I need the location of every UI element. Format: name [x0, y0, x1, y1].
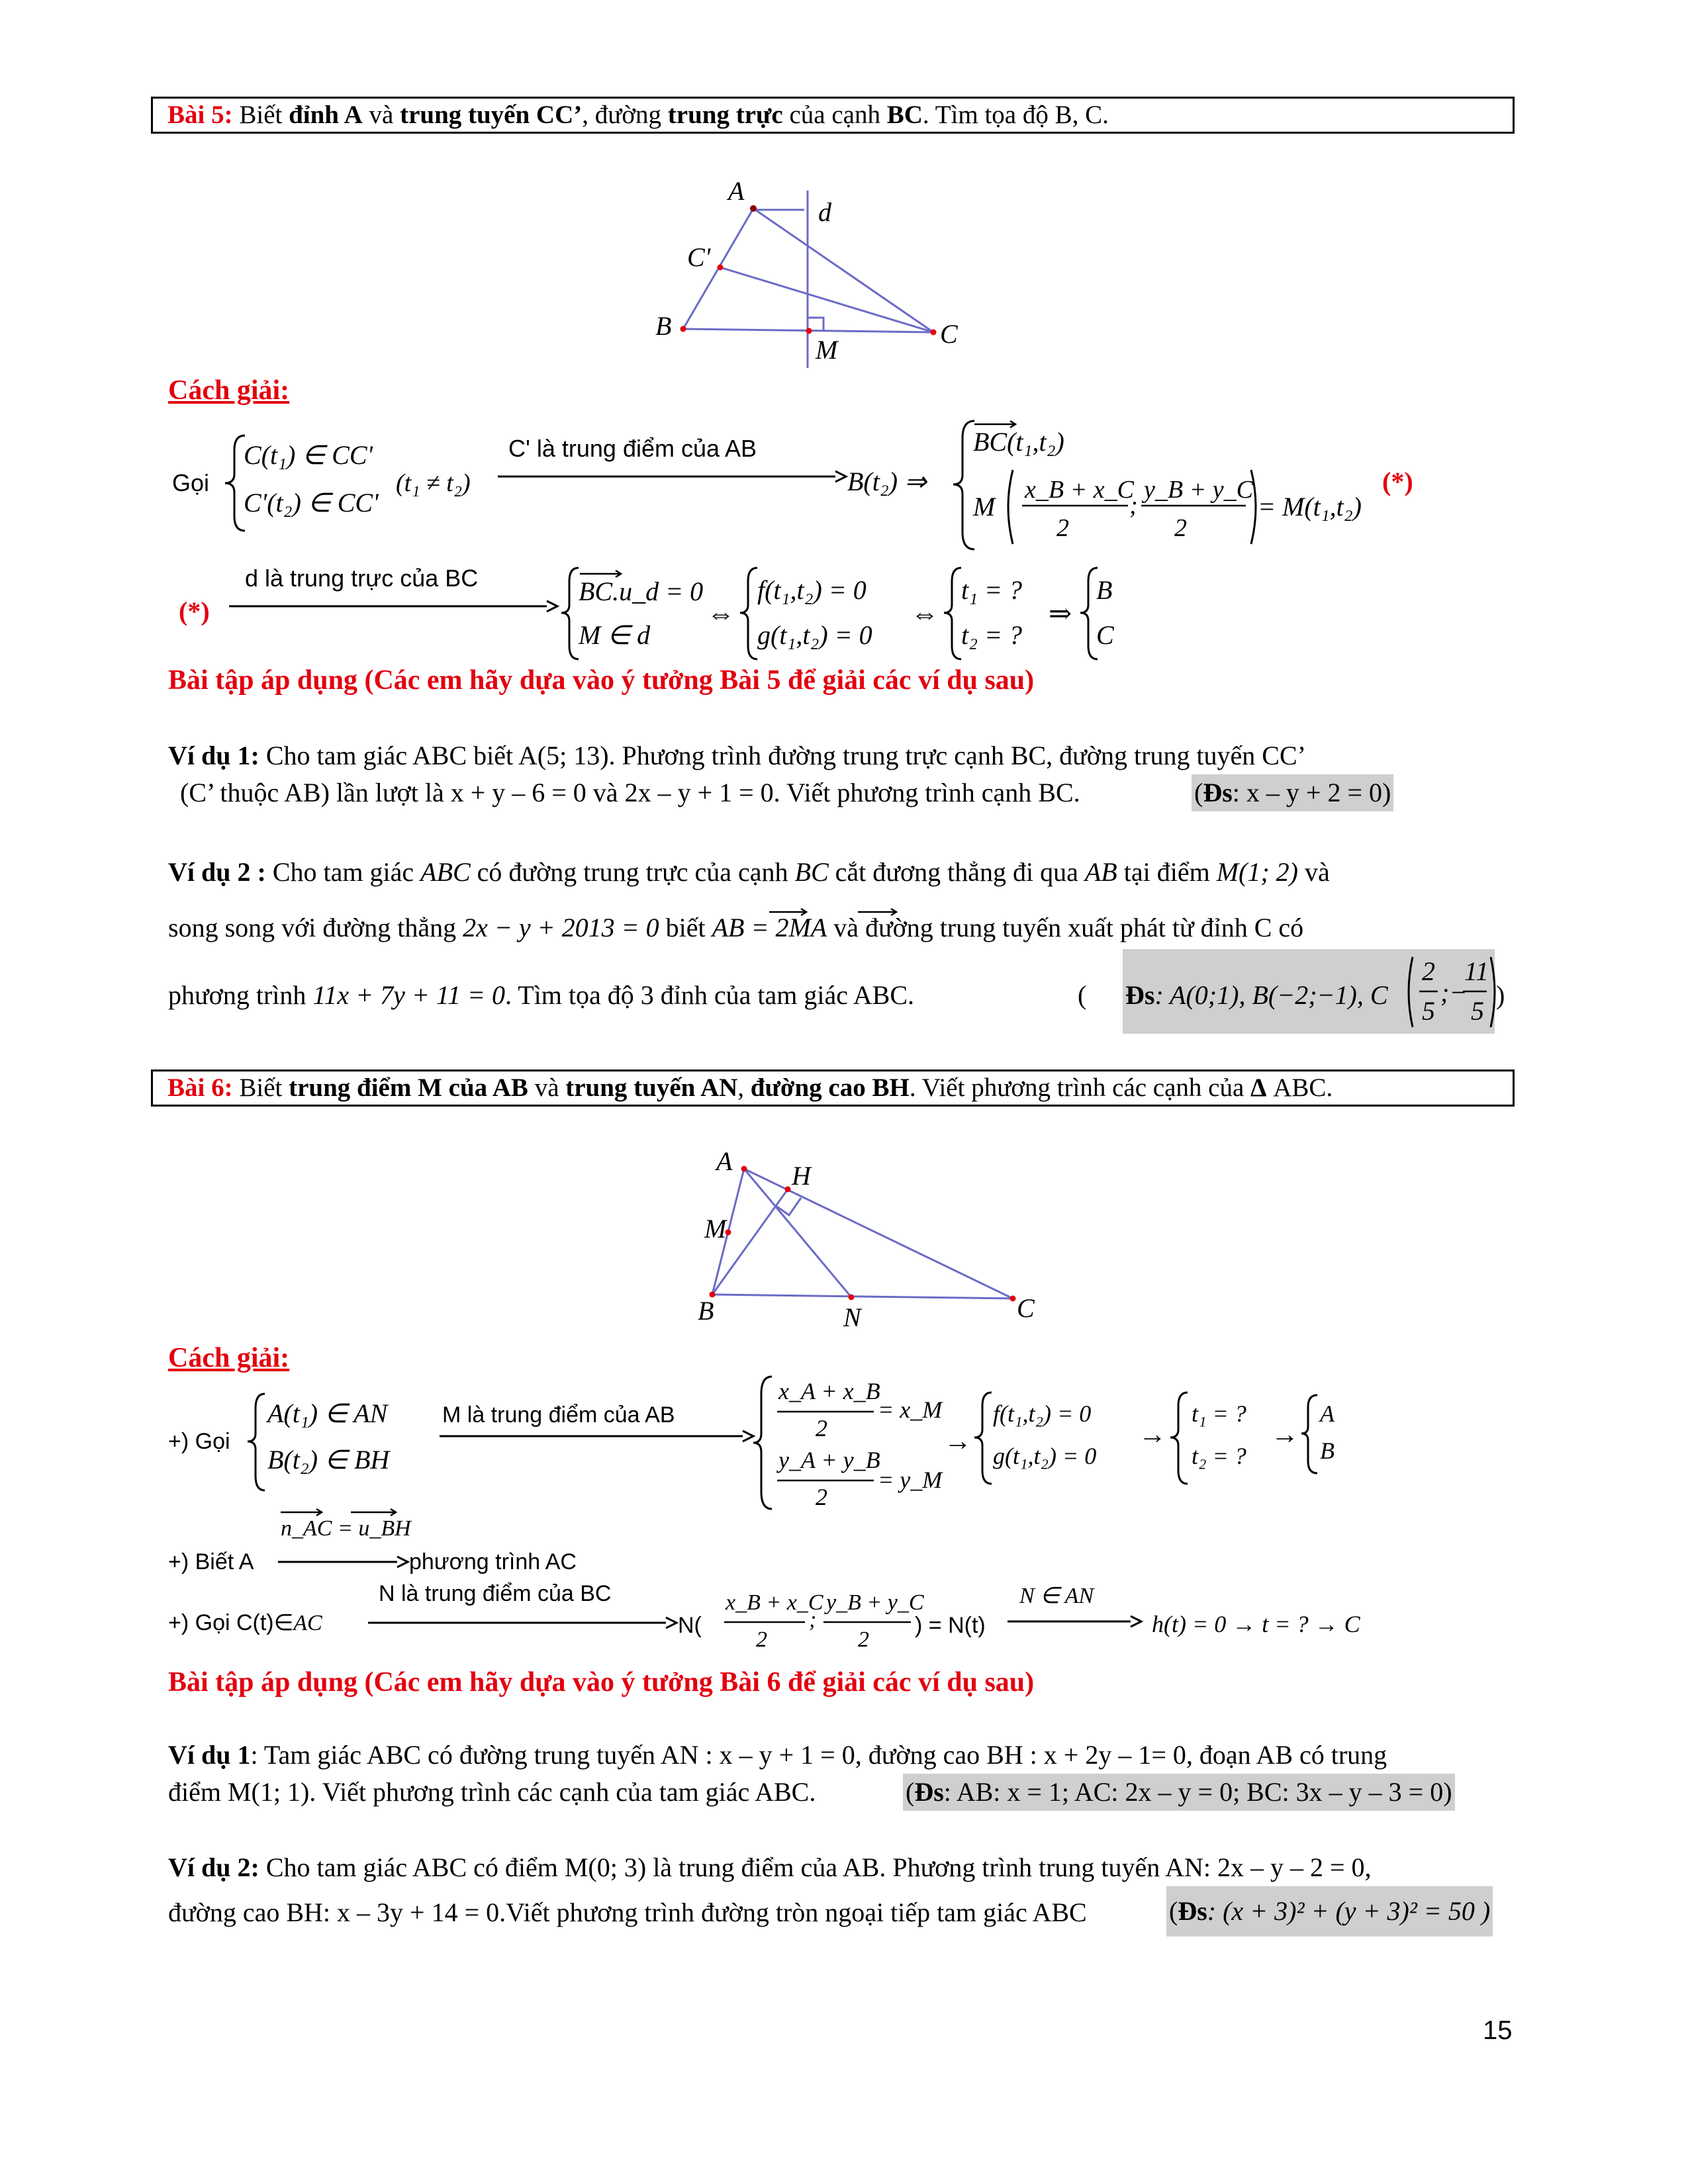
bai6-title-text: . Viết phương trình các cạnh của — [909, 1073, 1251, 1102]
bai5-c1-t2: C'(t₂) ∈ CC' — [244, 488, 379, 518]
bai5-title-lead: Bài 5: — [167, 101, 233, 129]
bai6-line3-end: h(t) = 0 → t = ? → C — [1152, 1611, 1360, 1637]
bai6-title-text: , — [737, 1073, 751, 1102]
bai6-sys-a: f(t₁,t₂) = 0 — [993, 1400, 1092, 1427]
fig6-point-c — [1010, 1296, 1016, 1302]
bai6-title-strong: trung điểm M của AB — [289, 1073, 528, 1102]
bai6-to-2: → — [1139, 1420, 1166, 1450]
fig6-point-a — [741, 1166, 747, 1172]
fig5-label-b: B — [655, 311, 672, 341]
bai5-res-b: B — [1096, 575, 1113, 605]
bai5-ex2-label: Ví dụ 2 : — [168, 857, 266, 887]
fig6-label-n: N — [843, 1302, 861, 1332]
bai6-line2-res: phương trình AC — [409, 1549, 577, 1574]
bai5-ex2-text: biết — [659, 913, 712, 942]
bai5-iff-2: ⇔ — [911, 599, 939, 629]
bai5-ex2-text: . Tìm tọa độ 3 đỉnh của tam giác ABC. — [504, 980, 915, 1010]
bai5-title-text: . Tìm tọa độ B, C. — [922, 101, 1109, 129]
bai5-iff-1: ⇔ — [707, 599, 735, 629]
bai5-ex2-text: phương trình — [168, 980, 313, 1010]
bai5-title-strong: trung trực — [667, 101, 783, 129]
bai5-title-text: của cạnh — [782, 101, 887, 129]
bai5-ex2-text: Cho tam giác — [265, 857, 421, 887]
bai6-line3-arrow2-label: N ∈ AN — [1019, 1584, 1094, 1608]
bai5-cond-a: BC.u_d = 0 — [579, 576, 704, 606]
fig5-label-a: A — [728, 176, 745, 206]
bai6-line3-frac2: y_B + y_C — [826, 1590, 924, 1615]
fig6-label-b: B — [698, 1296, 714, 1326]
bai6-line2-lead: +) Biết A — [168, 1549, 254, 1574]
bai5-cond-b: M ∈ d — [579, 620, 651, 650]
bai5-ex1-label: Ví dụ 1: — [168, 741, 259, 770]
bai6-line3-arrow-label: N là trung điểm của BC — [379, 1581, 612, 1606]
bai5-arrow2-label: d là trung trực của BC — [245, 565, 479, 592]
bai6-to-3: → — [1271, 1420, 1299, 1450]
bai6-b-t2: B(t₂) ∈ BH — [267, 1445, 390, 1475]
bai5-ex2-text: có đường trung trực của cạnh — [470, 857, 795, 887]
bai6-ex1-ans-open: ( — [906, 1777, 915, 1807]
bai6-frac-y-res: = y_M — [878, 1467, 943, 1493]
bai6-line3-ac: AC — [293, 1611, 322, 1635]
bai5-cond: (t₁ ≠ t₂) — [396, 469, 471, 497]
bai6-title-text: Biết — [232, 1073, 289, 1102]
bai5-sys-a: f(t₁,t₂) = 0 — [757, 575, 867, 605]
bai5-ex2-text: và đường trung tuyến xuất phát từ đỉnh C có — [827, 913, 1304, 942]
bai6-a-t1: A(t₁) ∈ AN — [267, 1398, 388, 1428]
bai5-res-c: C — [1096, 620, 1114, 650]
bai5-ex2-text: cắt đương thẳng đi qua — [828, 857, 1085, 887]
bai5-ex1-ans-label: Đs — [1203, 778, 1233, 807]
bai6-arrow1-label: M là trung điểm của AB — [442, 1402, 675, 1428]
fig6-label-h: H — [792, 1161, 811, 1191]
bai6-line3-eq: ) = N(t) — [915, 1613, 986, 1638]
fig6-label-a: A — [716, 1146, 733, 1176]
bai6-title-strong: trung tuyến AN — [565, 1073, 738, 1102]
bai6-line3-arrow — [368, 1616, 679, 1629]
bai6-ex1-line2 — [168, 1774, 816, 1811]
page-number: 15 — [1483, 2016, 1513, 2045]
fig6-point-n — [849, 1295, 855, 1300]
bai6-line3-frac1: x_B + x_C — [726, 1590, 823, 1615]
bai6-ex2-ans-text: : (x + 3)² + (y + 3)² = 50 ) — [1207, 1896, 1491, 1926]
bai6-brace-4 — [1166, 1388, 1193, 1488]
bai5-b-t2: B(t₂) ⇒ — [847, 467, 927, 496]
bai6-ex1-ans-label: Đs — [914, 1777, 944, 1807]
bai5-title-text: , đường — [582, 101, 668, 129]
bai5-m-suffix: = M(t₁,t₂) — [1258, 492, 1362, 522]
bai5-m-den2: 2 — [1174, 514, 1187, 542]
bai6-frac-y-num: y_A + y_B — [778, 1447, 880, 1473]
bai5-ex2-vector-eq: AB = 2MA — [712, 913, 827, 942]
bai5-title-strong: BC — [886, 101, 923, 129]
bai6-frac-x-num: x_A + x_B — [778, 1378, 880, 1404]
fig6-label-m: M — [704, 1214, 727, 1244]
bai5-m-num1: x_B + x_C — [1025, 476, 1134, 504]
bai5-c-t1: C(t₁) ∈ CC' — [244, 440, 373, 470]
bai5-m-den1: 2 — [1056, 514, 1069, 542]
bai6-ex1-text2: điểm M(1; 1). Viết phương trình các cạnh của tam giác ABC. — [168, 1777, 816, 1807]
bai6-ex1-text1: : Tam giác ABC có đường trung tuyến AN : x – y + 1 = 0, đường cao BH : x + 2y – 1= 0, đoạn AB có trung — [250, 1740, 1387, 1770]
bai6-sys-b: g(t₁,t₂) = 0 — [993, 1443, 1097, 1469]
bai5-ex2-math: 2x − y + 2013 = 0 — [463, 913, 659, 942]
bai6-method-heading: Cách giải: — [168, 1343, 290, 1373]
bai6-sol-a: t₁ = ? — [1192, 1400, 1246, 1427]
bai6-line3-lead — [168, 1604, 322, 1642]
bai5-ex1-ans-open: ( — [1194, 778, 1203, 807]
bai6-line3-lead-text: +) Gọi C(t)∈ — [168, 1610, 294, 1635]
bai6-ex2-answer — [1166, 1886, 1493, 1936]
bai6-title-strong: đường cao BH — [750, 1073, 910, 1102]
bai5-sys-b: g(t₁,t₂) = 0 — [757, 620, 872, 650]
bai6-title-text: và — [528, 1073, 566, 1102]
fig5-label-c: C — [940, 319, 958, 349]
bai5-ex2-ans-close: ) — [1496, 980, 1505, 1010]
bai5-goi: Gọi — [172, 469, 210, 496]
bai6-ex2-line1 — [168, 1849, 1372, 1886]
bai5-implies: ⇒ — [1049, 599, 1072, 629]
bai5-title-strong: trung tuyến CC’ — [400, 101, 583, 129]
bai6-sol-b: t₂ = ? — [1192, 1443, 1246, 1469]
bai6-res-a: A — [1320, 1400, 1335, 1427]
bai5-ex2-math: BC — [794, 857, 829, 887]
bai6-line3-n: N( — [678, 1613, 702, 1638]
bai5-ex2-text: tại điểm — [1117, 857, 1217, 887]
fig5-label-d: d — [818, 197, 831, 227]
bai6-to-1: → — [944, 1426, 972, 1457]
bai6-ex1-line1 — [168, 1737, 1387, 1774]
bai5-ex2-ans-sep: ;− — [1440, 978, 1468, 1007]
fig6-point-h — [785, 1187, 791, 1193]
bai6-title-text: ABC. — [1266, 1073, 1333, 1102]
bai5-title-strong: đỉnh A — [289, 101, 363, 129]
bai6-brace-1 — [244, 1390, 270, 1496]
bai6-ex1-label: Ví dụ 1 — [168, 1740, 251, 1770]
bai5-m-num2: y_B + y_C — [1144, 476, 1253, 504]
bai6-ex2-ans-label: Đs — [1178, 1896, 1207, 1926]
bai6-res-b: B — [1320, 1437, 1335, 1464]
bai5-ex2-ans-open: ( — [1078, 980, 1087, 1010]
bai6-brace-2 — [751, 1373, 777, 1513]
bai5-ex2-math: AB — [1084, 857, 1117, 887]
bai6-ex1-answer — [903, 1774, 1455, 1811]
bai6-ex2-ans-open: ( — [1169, 1896, 1178, 1926]
bai5-ex2-math: 11x + 7y + 11 = 0 — [312, 980, 505, 1010]
bai6-title-delta: Δ — [1250, 1073, 1267, 1102]
bai5-title-text: Biết — [232, 101, 289, 129]
bai5-practice-heading: Bài tập áp dụng (Các em hãy dựa vào ý tưởng Bài 5 để giải các ví dụ sau) — [168, 665, 1035, 696]
bai5-method-heading: Cách giải: — [168, 375, 290, 406]
bai6-frac-x-den: 2 — [816, 1415, 827, 1441]
bai6-title-lead: Bài 6: — [167, 1073, 233, 1102]
bai6-line3-arrow2 — [1008, 1615, 1147, 1628]
bai6-line3-den2: 2 — [858, 1627, 869, 1652]
bai6-ex1-ans-text: : AB: x = 1; AC: 2x – y = 0; BC: 3x – y – 3 = 0) — [943, 1777, 1452, 1807]
bai5-sol-b: t₂ = ? — [961, 620, 1023, 650]
bai5-ex2-text: và — [1297, 857, 1330, 887]
bai6-ex2-text1: Cho tam giác ABC có điểm M(0; 3) là trung điểm của AB. Phương trình trung tuyến AN: 2x – y – 2 = 0, — [259, 1852, 1372, 1882]
bai5-ex2-ans-den1: 5 — [1422, 996, 1435, 1026]
bai6-line3-semi: ; — [809, 1608, 817, 1632]
bai6-ex2-text2: đường cao BH: x – 3y + 14 = 0.Viết phương trình đường tròn ngoại tiếp tam giác ABC — [168, 1897, 1087, 1927]
bai5-ex1-text1: Cho tam giác ABC biết A(5; 13). Phương trình đường trung trực cạnh BC, đường trung tuyến CC’ — [259, 741, 1306, 770]
bai5-ex2-ans-num2: 11 — [1464, 956, 1489, 986]
bai6-line2-vector-arrows — [278, 1509, 417, 1516]
bai5-ex2-ans-num1: 2 — [1422, 956, 1435, 986]
bai5-title-text: và — [362, 101, 400, 129]
bai5-star-2: (*) — [179, 596, 210, 626]
fig5-label-c1: C' — [687, 242, 711, 272]
bai5-sol-a: t₁ = ? — [961, 575, 1023, 605]
bai5-ex2-math: M(1; 2) — [1216, 857, 1298, 887]
bai6-line3-den1: 2 — [756, 1627, 767, 1652]
bai5-bc-vector: BC(t₁,t₂) — [973, 427, 1064, 457]
bai5-ex1-ans-text: : x – y + 2 = 0) — [1232, 778, 1391, 807]
bai5-ex2-ans-label: Đs — [1125, 980, 1155, 1010]
bai6-frac-y-den: 2 — [816, 1484, 827, 1510]
bai6-practice-heading: Bài tập áp dụng (Các em hãy dựa vào ý tưởng Bài 6 để giải các ví dụ sau) — [168, 1667, 1035, 1698]
fig5-label-m: M — [816, 335, 838, 365]
bai6-line2-arrow — [278, 1555, 410, 1569]
bai6-ex2-line2 — [168, 1894, 1087, 1931]
bai6-goi: +) Gọi — [168, 1429, 230, 1454]
bai5-ex2-ans-den2: 5 — [1471, 996, 1484, 1026]
bai5-arrow1-label: C' là trung điểm của AB — [508, 435, 757, 462]
fig6-label-c: C — [1017, 1293, 1035, 1323]
bai5-ex2-math: ABC — [420, 857, 471, 887]
bai5-ex2-ans-part: : A(0;1), B(−2;−1), C — [1154, 980, 1388, 1010]
bai5-m-semi: ; — [1129, 492, 1138, 520]
bai6-frac-x-res: = x_M — [878, 1396, 943, 1423]
bai5-ex2-text: song song với đường thẳng — [168, 913, 463, 942]
bai6-arrow1 — [440, 1430, 757, 1443]
fig6-edge-bc — [712, 1295, 1013, 1298]
fig6-edge-ac — [744, 1169, 1013, 1298]
bai5-m-prefix: M — [973, 492, 996, 522]
bai5-star-1: (*) — [1382, 467, 1413, 496]
bai6-line2-arrow-label: n_AC = u_BH — [281, 1516, 411, 1541]
bai5-ex1-text2: (C’ thuộc AB) lần lượt là x + y – 6 = 0 và 2x – y + 1 = 0. Viết phương trình cạnh BC. — [180, 778, 1080, 807]
bai6-ex2-label: Ví dụ 2: — [168, 1852, 259, 1882]
